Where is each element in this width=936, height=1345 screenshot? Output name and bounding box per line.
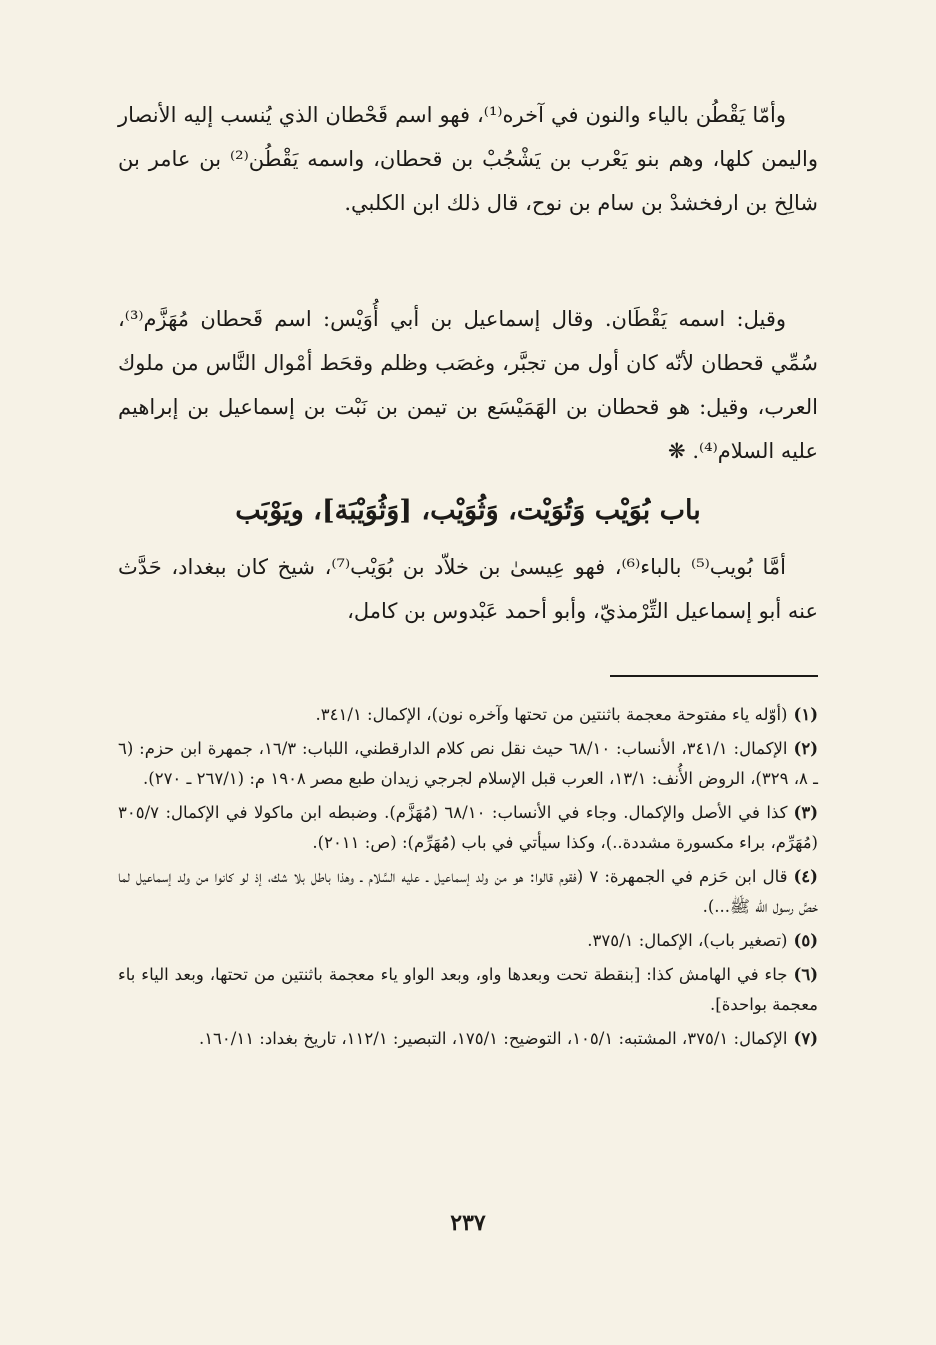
footnote-1	[118, 700, 818, 730]
footnote-text: كذا في الأصل والإكمال. وجاء في الأنساب: ٦٨/١٠ (مُهَزَّم). وضبطه ابن ماكولا في الإكمال: ٣٠٥/٧ (مُهَرِّم، براء مكسورة مشددة..)، وكذا سيأتي في باب (مُهَرِّم): (ص: ٢٠١١).	[118, 803, 818, 852]
footnote-text: جاء في الهامش كذا: [بنقطة تحت وبعدها واو، وبعد الواو ياء معجمة باثنتين من تحتها، وبعد الياء باء معجمة بواحدة].	[118, 965, 818, 1014]
footnote-text: (تصغير باب)، الإكمال: ٣٧٥/١.	[587, 931, 788, 950]
footnote-number: (٢)	[793, 739, 818, 758]
footnote-text: (أوّله ياء مفتوحة معجمة باثنتين من تحتها وآخره نون)، الإكمال: ٣٤١/١.	[315, 705, 788, 724]
body-paragraph-2-text: وقيل: اسمه يَقْطَان. وقال إسماعيل بن أبي أُوَيْس: اسم قَحطان مُهَزَّم⁽³⁾، سُمِّي قحطان لأنّه كان أول من تجبَّر، وغصَب وظلم وقحَط أمْوال النَّاس من ملوك العرب، وقيل: هو قحطان بن الهَمَيْسَع بن تيمن بن نَبْت بن إسماعيل بن إبراهيم عليه السلام⁽⁴⁾. ❋	[118, 307, 818, 463]
body-paragraph-3	[118, 545, 818, 633]
footnote-number: (١)	[793, 705, 818, 724]
body-paragraph-3-text: أمَّا بُويب⁽⁵⁾ بالباء⁽⁶⁾، فهو عِيسىٰ بن خلاّد بن بُوَيْب⁽⁷⁾، شيخ كان ببغداد، حَدَّث عنه أبو إسماعيل التِّرْمذيّ، وأبو أحمد عَبْدوس بن كامل،	[118, 555, 818, 623]
footnote-number: (٧)	[793, 1029, 818, 1048]
footnote-divider	[610, 675, 818, 677]
footnote-text: قال ابن حَزم في الجمهرة: ٧ (فقوم قالوا: هو من ولد إسماعيل ـ عليه السَّلام ـ وهذا باطل بلا شك، إذ لو كانوا من ولد إسماعيل لما خصَّ رسول الله ﷺ...).	[118, 867, 818, 916]
footnote-number: (٥)	[793, 931, 818, 950]
footnote-4	[118, 862, 818, 922]
footnote-number: (٤)	[793, 867, 818, 886]
page-number: ٢٣٧	[450, 1210, 486, 1236]
footnote-text: الإكمال: ٣٤١/١، الأنساب: ٦٨/١٠ حيث نقل نص كلام الدارقطني، اللباب: ١٦/٣، جمهرة ابن حزم: (٦ ـ ٨، ٣٢٩)، الروض الأُنف: ١٣/١، العرب قبل الإسلام لجرجي زيدان طبع مصر ١٩٠٨ م: (٢٦٧/١ ـ ٢٧٠).	[118, 739, 818, 788]
footnote-5	[118, 926, 818, 956]
footnote-3	[118, 798, 818, 858]
footnote-number: (٣)	[793, 803, 818, 822]
footnote-6	[118, 960, 818, 1020]
footnote-list	[118, 700, 818, 1058]
body-paragraph-2	[118, 297, 818, 473]
body-paragraph-1-text: وأمّا يَقْطُن بالياء والنون في آخره⁽¹⁾، فهو اسم قَحْطان الذي يُنسب إليه الأنصار واليمن كلها، وهم بنو يَعْرب بن يَشْجُبْ بن قحطان، واسمه يَقْطُن⁽²⁾ بن عامر بن شالِخ بن ارفخشدْ بن سام بن نوح، قال ذلك ابن الكلبي.	[118, 103, 819, 215]
body-paragraph-1	[118, 93, 818, 225]
footnote-number: (٦)	[793, 965, 818, 984]
footnote-7	[118, 1024, 818, 1054]
footnote-text: الإكمال: ٣٧٥/١، المشتبه: ١٠٥/١، التوضيح: ١٧٥/١، التبصير: ١١٢/١، تاريخ بغداد: ١٦٠/١١.	[198, 1029, 788, 1048]
footnote-2	[118, 734, 818, 794]
section-heading: باب بُوَيْب وَتُوَيْت، وَثُوَيْب، [وَثُوَيْبَة]، ويَوْبَب	[235, 495, 701, 526]
